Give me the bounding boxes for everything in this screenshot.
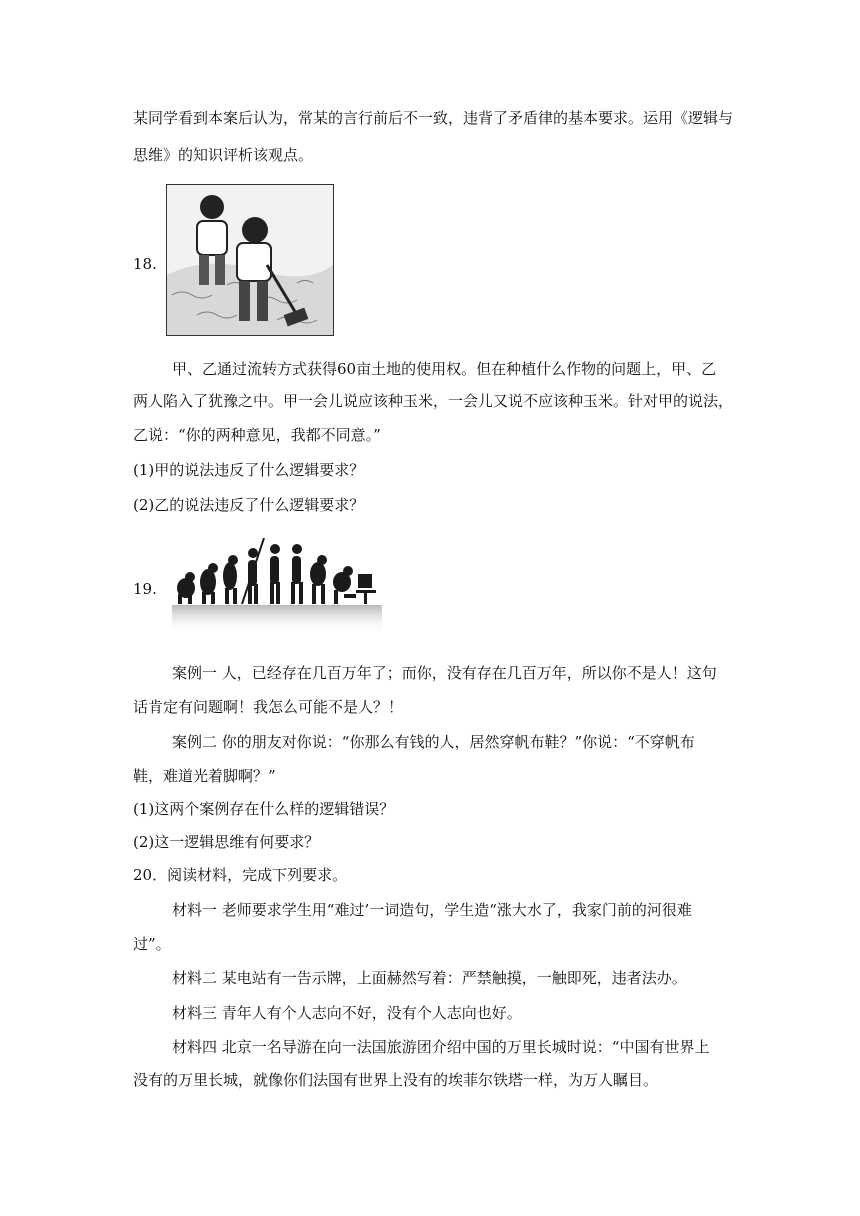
two-men-farming-illustration-icon — [166, 184, 334, 336]
q20-material-1-line-2: 过”。 — [133, 935, 171, 953]
q20-material-4-line-1: 材料四 北京一名导游在向一法国旅游团介绍中国的万里长城时说：“中国有世界上 — [172, 1038, 710, 1056]
q18-subquestion-2: (2)乙的说法违反了什么逻辑要求？ — [133, 496, 365, 514]
intro-line-1: 某同学看到本案后认为，常某的言行前后不一致，违背了矛盾律的基本要求。运用《逻辑与 — [133, 109, 734, 127]
intro-line-2: 思维》的知识评析该观点。 — [133, 146, 314, 164]
q18-subquestion-1: (1)甲的说法违反了什么逻辑要求？ — [133, 461, 365, 479]
q19-subquestion-1: (1)这两个案例存在什么样的逻辑错误？ — [133, 800, 395, 818]
q19-case1-line-2: 话肯定有问题啊！我怎么可能不是人？！ — [133, 698, 404, 716]
q19-case1-line-1: 案例一 人，已经存在几百万年了；而你，没有存在几百万年，所以你不是人！这句 — [172, 664, 717, 682]
q18-text-line-1: 甲、乙通过流转方式获得60亩土地的使用权。但在种植什么作物的问题上，甲、乙 — [172, 360, 717, 378]
q19-case2-line-2: 鞋，难道光着脚啊？” — [133, 767, 276, 785]
question-19-number: 19. — [133, 580, 157, 598]
q20-material-4-line-2: 没有的万里长城，就像你们法国有世界上没有的埃菲尔铁塔一样，为万人瞩目。 — [133, 1071, 659, 1089]
q19-subquestion-2: (2)这一逻辑思维有何要求？ — [133, 833, 320, 851]
q19-case2-line-1: 案例二 你的朋友对你说：“你那么有钱的人，居然穿帆布鞋？”你说：“不穿帆布 — [172, 733, 695, 751]
q18-text-line-3: 乙说：“你的两种意见，我都不同意。” — [133, 426, 381, 444]
q20-material-1-line-1: 材料一 老师要求学生用“难过’一词造句，学生造“涨大水了，我家门前的河很难 — [172, 901, 692, 919]
question-18-number: 18. — [133, 255, 157, 273]
human-evolution-silhouettes-icon — [172, 538, 382, 634]
q18-text-line-2: 两人陷入了犹豫之中。甲一会儿说应该种玉米，一会儿又说不应该种玉米。针对甲的说法， — [133, 392, 734, 410]
q20-material-3: 材料三 青年人有个人志向不好，没有个人志向也好。 — [172, 1004, 522, 1022]
q20-material-2: 材料二 某电站有一告示牌，上面赫然写着：严禁触摸，一触即死，违者法办。 — [172, 969, 687, 987]
question-20-heading: 20．阅读材料，完成下列要求。 — [133, 866, 348, 884]
